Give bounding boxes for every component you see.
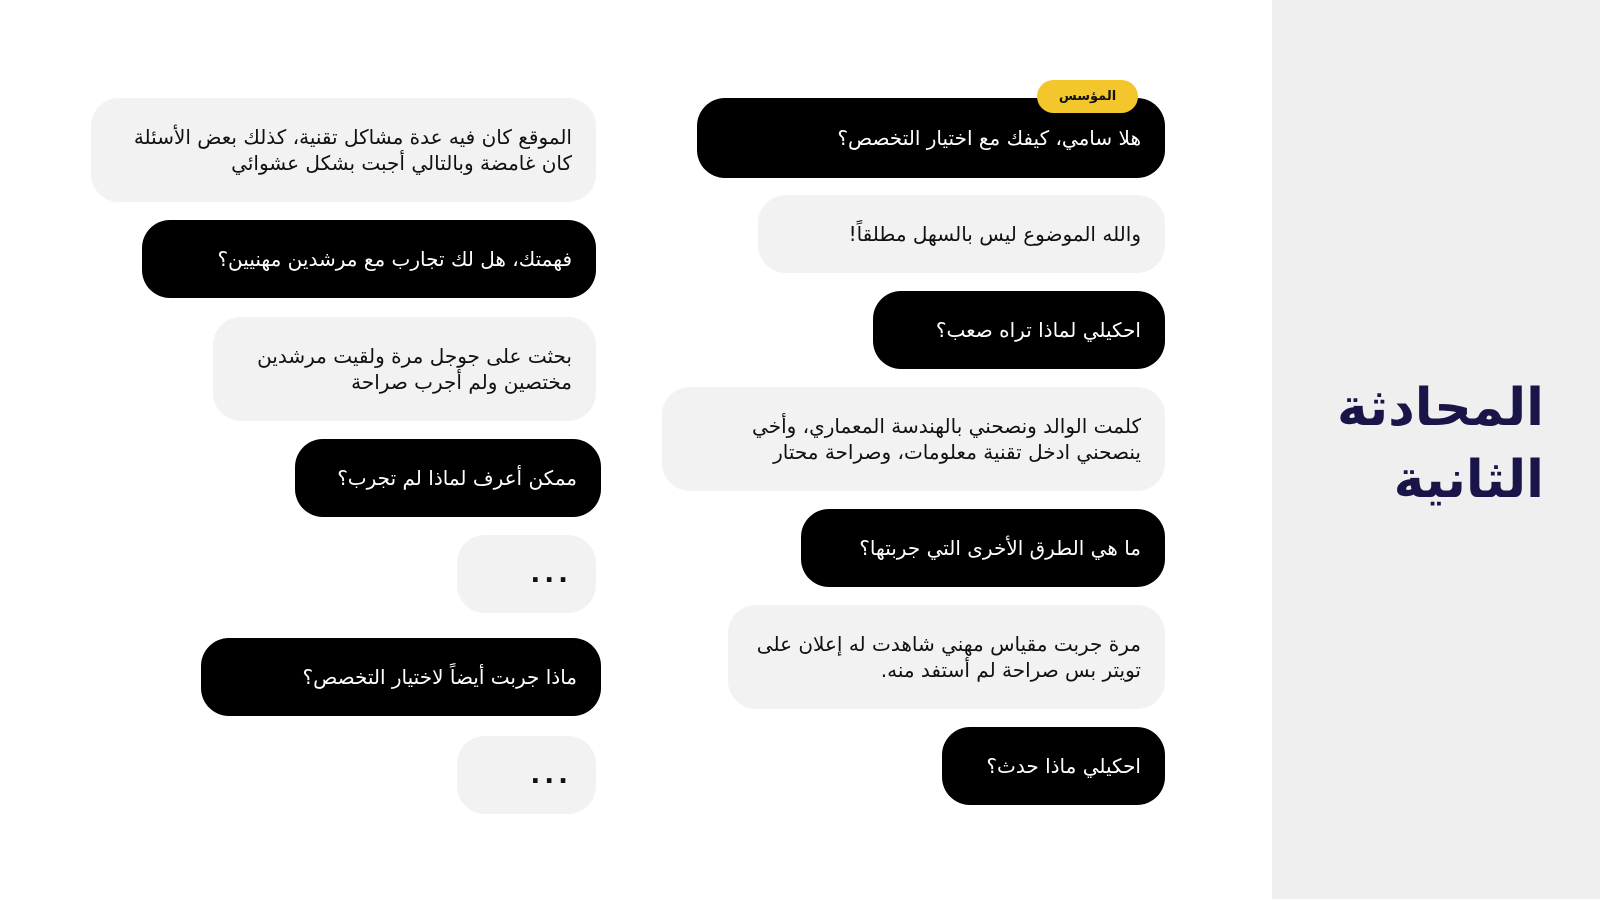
message-bubble <box>942 727 1165 805</box>
message-text: احكيلي لماذا تراه صعب؟ <box>935 318 1141 342</box>
message-text: مرة جربت مقياس مهني شاهدت له إعلان على تويتر بس صراحة لم أستفد منه. <box>756 632 1141 682</box>
typing-dots: ... <box>530 760 572 790</box>
message-bubble <box>201 638 601 716</box>
typing-indicator <box>457 736 596 814</box>
message-text: بحثت على جوجل مرة ولقيت مرشدين مختصين ولم أجرب صراحة <box>257 344 572 394</box>
founder-badge: المؤسس <box>1037 80 1138 113</box>
message-text: والله الموضوع ليس بالسهل مطلقاً! <box>848 222 1141 246</box>
message-bubble <box>142 220 596 298</box>
message-text: ماذا جربت أيضاً لاختيار التخصص؟ <box>302 665 577 689</box>
section-title-line-2: الثانية <box>1393 450 1544 510</box>
section-title <box>1284 372 1544 516</box>
message-text: الموقع كان فيه عدة مشاكل تقنية، كذلك بعض الأسئلة كان غامضة وبالتالي أجبت بشكل عشوائي <box>133 125 572 175</box>
message-bubble <box>873 291 1165 369</box>
message-text: هلا سامي، كيفك مع اختيار التخصص؟ <box>837 126 1141 150</box>
message-text: ممكن أعرف لماذا لم تجرب؟ <box>337 466 577 490</box>
message-bubble <box>91 98 596 202</box>
message-text: كلمت الوالد ونصحني بالهندسة المعماري، وأخي ينصحني ادخل تقنية معلومات، وصراحة محتار <box>752 414 1141 464</box>
message-text: فهمتك، هل لك تجارب مع مرشدين مهنيين؟ <box>217 247 572 271</box>
message-bubble <box>801 509 1165 587</box>
message-bubble <box>295 439 601 517</box>
message-text: ما هي الطرق الأخرى التي جربتها؟ <box>859 536 1141 560</box>
message-text: احكيلي ماذا حدث؟ <box>986 754 1141 778</box>
message-bubble <box>213 317 596 421</box>
typing-dots: ... <box>530 559 572 589</box>
message-bubble <box>758 195 1165 273</box>
typing-indicator <box>457 535 596 613</box>
message-bubble <box>728 605 1165 709</box>
message-bubble <box>662 387 1165 491</box>
section-title-line-1: المحادثة <box>1337 378 1544 438</box>
